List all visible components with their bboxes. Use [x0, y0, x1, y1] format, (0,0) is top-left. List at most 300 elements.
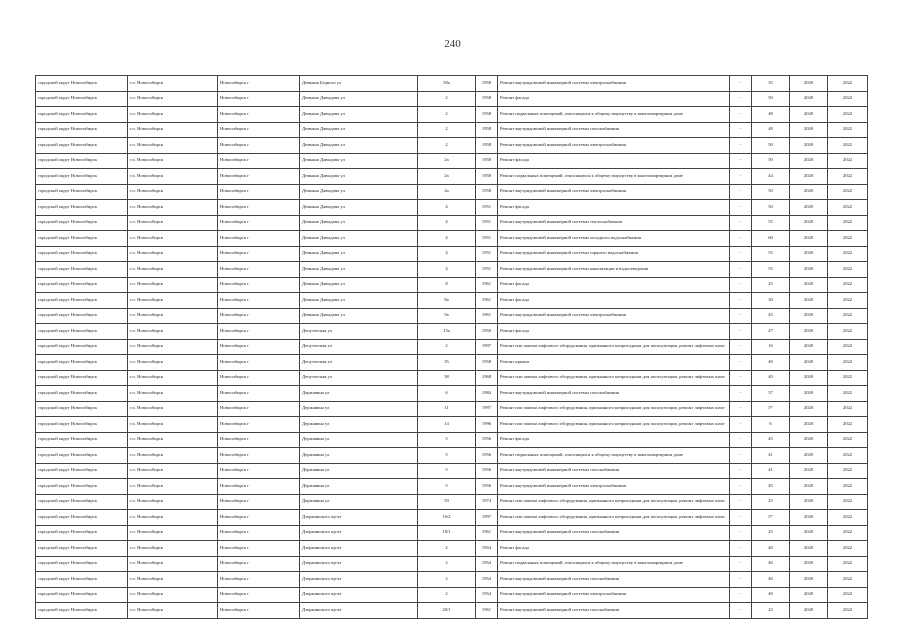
cell-start-year: 2020 [790, 603, 828, 619]
cell-street: Державина ул [300, 432, 418, 448]
cell-street: Демьяна Давыдова ул [300, 107, 418, 123]
cell-start-year: 2020 [790, 386, 828, 402]
cell-work-type: Ремонт внутридомовой инженерной системы газоснабжения [498, 572, 730, 588]
cell-placeholder: - [730, 448, 752, 464]
cell-quantity: 50 [752, 153, 790, 169]
cell-municipality: городской округ Новосибирск [36, 463, 128, 479]
cell-work-type: Ремонт внутридомовой инженерной системы холодного водоснабжения [498, 231, 730, 247]
cell-end-year: 2022 [828, 184, 868, 200]
cell-quantity: 22 [752, 603, 790, 619]
cell-work-type: Ремонт или замена лифтового оборудования, признанного непригодным для эксплуатации, ремонт лифтовых шахт [498, 494, 730, 510]
cell-start-year: 2020 [790, 324, 828, 340]
cell-municipality: городской округ Новосибирск [36, 479, 128, 495]
cell-placeholder: - [730, 556, 752, 572]
cell-work-type: Ремонт фасада [498, 277, 730, 293]
cell-work-type: Ремонт фасада [498, 153, 730, 169]
cell-quantity: 55 [752, 262, 790, 278]
cell-house-number: 2 [418, 107, 476, 123]
cell-house-number: 2 [418, 91, 476, 107]
cell-district: г.о. Новосибирск [128, 231, 218, 247]
cell-house-number: 8а [418, 293, 476, 309]
cell-street: Демьяна Давыдова ул [300, 246, 418, 262]
cell-start-year: 2020 [790, 76, 828, 92]
cell-locality: Новосибирск г [218, 215, 300, 231]
cell-street: Дзержинского пр-кт [300, 541, 418, 557]
cell-locality: Новосибирск г [218, 494, 300, 510]
cell-locality: Новосибирск г [218, 355, 300, 371]
cell-district: г.о. Новосибирск [128, 541, 218, 557]
cell-placeholder: - [730, 262, 752, 278]
cell-end-year: 2022 [828, 448, 868, 464]
cell-locality: Новосибирск г [218, 510, 300, 526]
cell-municipality: городской округ Новосибирск [36, 541, 128, 557]
table-row [36, 184, 868, 200]
capital-repair-table [35, 75, 868, 619]
table-row [36, 494, 868, 510]
cell-end-year: 2022 [828, 215, 868, 231]
cell-municipality: городской округ Новосибирск [36, 556, 128, 572]
cell-start-year: 2020 [790, 463, 828, 479]
cell-start-year: 2020 [790, 122, 828, 138]
cell-municipality: городской округ Новосибирск [36, 603, 128, 619]
cell-district: г.о. Новосибирск [128, 107, 218, 123]
cell-placeholder: - [730, 231, 752, 247]
cell-quantity: 5* [752, 510, 790, 526]
cell-municipality: городской округ Новосибирск [36, 277, 128, 293]
cell-street: Державина ул [300, 463, 418, 479]
cell-year-built: 1951 [476, 231, 498, 247]
table-row [36, 215, 868, 231]
cell-district: г.о. Новосибирск [128, 355, 218, 371]
cell-locality: Новосибирск г [218, 432, 300, 448]
table-row [36, 525, 868, 541]
cell-placeholder: - [730, 401, 752, 417]
cell-house-number: 14 [418, 417, 476, 433]
cell-placeholder: - [730, 525, 752, 541]
cell-locality: Новосибирск г [218, 587, 300, 603]
cell-locality: Новосибирск г [218, 370, 300, 386]
cell-year-built: 1956 [476, 432, 498, 448]
cell-start-year: 2020 [790, 556, 828, 572]
cell-placeholder: - [730, 107, 752, 123]
cell-start-year: 2020 [790, 432, 828, 448]
cell-placeholder: - [730, 246, 752, 262]
cell-work-type: Ремонт или замена лифтового оборудования, признанного непригодным для эксплуатации, ремонт лифтовых шахт [498, 401, 730, 417]
cell-municipality: городской округ Новосибирск [36, 510, 128, 526]
cell-locality: Новосибирск г [218, 324, 300, 340]
cell-placeholder: - [730, 200, 752, 216]
cell-work-type: Ремонт внутридомовой инженерной системы газоснабжения [498, 463, 730, 479]
cell-quantity: 47 [752, 324, 790, 340]
cell-work-type: Ремонт внутридомовой инженерной системы газоснабжения [498, 525, 730, 541]
cell-work-type: Ремонт внутридомовой инженерной системы теплоснабжения [498, 215, 730, 231]
table-row [36, 339, 868, 355]
cell-end-year: 2022 [828, 370, 868, 386]
cell-placeholder: - [730, 293, 752, 309]
cell-work-type: Ремонт фасада [498, 432, 730, 448]
cell-house-number: 2 [418, 572, 476, 588]
cell-house-number: 15а [418, 324, 476, 340]
cell-quantity: 30 [752, 293, 790, 309]
cell-district: г.о. Новосибирск [128, 525, 218, 541]
cell-quantity: 60 [752, 231, 790, 247]
cell-year-built: 1950 [476, 324, 498, 340]
cell-locality: Новосибирск г [218, 153, 300, 169]
cell-end-year: 2022 [828, 138, 868, 154]
cell-house-number: 4 [418, 200, 476, 216]
cell-work-type: Ремонт подвальных помещений, относящихся к общему имуществу в многоквартирном доме [498, 448, 730, 464]
cell-year-built: 1958 [476, 184, 498, 200]
cell-house-number: 2 [418, 541, 476, 557]
cell-start-year: 2020 [790, 246, 828, 262]
table-row [36, 293, 868, 309]
cell-end-year: 2022 [828, 277, 868, 293]
cell-district: г.о. Новосибирск [128, 401, 218, 417]
cell-street: Демьяна Давыдова ул [300, 293, 418, 309]
cell-municipality: городской округ Новосибирск [36, 339, 128, 355]
cell-start-year: 2020 [790, 572, 828, 588]
cell-house-number: 18/1 [418, 525, 476, 541]
cell-house-number: 2 [418, 138, 476, 154]
cell-house-number: 16/2 [418, 510, 476, 526]
cell-placeholder: - [730, 510, 752, 526]
cell-district: г.о. Новосибирск [128, 169, 218, 185]
cell-district: г.о. Новосибирск [128, 122, 218, 138]
cell-street: Демьяна Давыдова ул [300, 277, 418, 293]
cell-locality: Новосибирск г [218, 479, 300, 495]
cell-district: г.о. Новосибирск [128, 293, 218, 309]
cell-street: Демьяна Давыдова ул [300, 122, 418, 138]
cell-end-year: 2022 [828, 417, 868, 433]
table-row [36, 76, 868, 92]
cell-street: Державина ул [300, 479, 418, 495]
cell-placeholder: - [730, 386, 752, 402]
cell-start-year: 2020 [790, 231, 828, 247]
table-row [36, 510, 868, 526]
cell-street: Депутатская ул [300, 355, 418, 371]
cell-street: Дзержинского пр-кт [300, 587, 418, 603]
cell-quantity: 5* [752, 401, 790, 417]
cell-work-type: Ремонт внутридомовой инженерной системы газоснабжения [498, 122, 730, 138]
cell-work-type: Ремонт внутридомовой инженерной системы электроснабжения [498, 184, 730, 200]
table-row [36, 463, 868, 479]
cell-placeholder: - [730, 91, 752, 107]
cell-work-type: Ремонт внутридомовой инженерной системы горячего водоснабжения [498, 246, 730, 262]
cell-house-number: 11 [418, 401, 476, 417]
cell-end-year: 2022 [828, 246, 868, 262]
cell-end-year: 2022 [828, 308, 868, 324]
cell-street: Державина ул [300, 494, 418, 510]
cell-house-number: 6 [418, 386, 476, 402]
cell-quantity: 48 [752, 122, 790, 138]
table-row [36, 432, 868, 448]
page-number: 240 [444, 38, 461, 50]
table-row [36, 122, 868, 138]
cell-start-year: 2020 [790, 510, 828, 526]
cell-work-type: Ремонт фасада [498, 541, 730, 557]
cell-year-built: 1956 [476, 448, 498, 464]
cell-locality: Новосибирск г [218, 401, 300, 417]
cell-placeholder: - [730, 277, 752, 293]
cell-work-type: Ремонт внутридомовой инженерной системы газоснабжения [498, 386, 730, 402]
cell-district: г.о. Новосибирск [128, 494, 218, 510]
cell-locality: Новосибирск г [218, 200, 300, 216]
cell-locality: Новосибирск г [218, 107, 300, 123]
cell-end-year: 2022 [828, 494, 868, 510]
cell-end-year: 2022 [828, 572, 868, 588]
cell-street: Демьяна Бедного ул [300, 76, 418, 92]
cell-street: Демьяна Давыдова ул [300, 308, 418, 324]
cell-quantity: 45 [752, 479, 790, 495]
cell-locality: Новосибирск г [218, 572, 300, 588]
cell-locality: Новосибирск г [218, 122, 300, 138]
cell-district: г.о. Новосибирск [128, 91, 218, 107]
cell-end-year: 2022 [828, 324, 868, 340]
cell-quantity: 37 [752, 386, 790, 402]
cell-year-built: 1958 [476, 91, 498, 107]
cell-year-built: 1958 [476, 76, 498, 92]
cell-locality: Новосибирск г [218, 76, 300, 92]
cell-placeholder: - [730, 541, 752, 557]
cell-locality: Новосибирск г [218, 463, 300, 479]
cell-work-type: Ремонт внутридомовой инженерной системы электроснабжения [498, 479, 730, 495]
cell-year-built: 1984 [476, 386, 498, 402]
cell-street: Депутатская ул [300, 324, 418, 340]
cell-placeholder: - [730, 76, 752, 92]
cell-end-year: 2022 [828, 293, 868, 309]
cell-year-built: 1996 [476, 417, 498, 433]
cell-street: Депутатская ул [300, 339, 418, 355]
cell-street: Дзержинского пр-кт [300, 510, 418, 526]
cell-year-built: 1997 [476, 401, 498, 417]
cell-quantity: 40 [752, 587, 790, 603]
cell-house-number: 38 [418, 370, 476, 386]
cell-start-year: 2020 [790, 448, 828, 464]
cell-work-type: Ремонт внутридомовой инженерной системы электроснабжения [498, 308, 730, 324]
cell-end-year: 2022 [828, 541, 868, 557]
cell-municipality: городской округ Новосибирск [36, 308, 128, 324]
cell-work-type: Ремонт внутридомовой инженерной системы газоснабжения [498, 603, 730, 619]
cell-quantity: 48 [752, 107, 790, 123]
cell-year-built: 1968 [476, 370, 498, 386]
cell-municipality: городской округ Новосибирск [36, 76, 128, 92]
cell-year-built: 1961 [476, 277, 498, 293]
cell-placeholder: - [730, 169, 752, 185]
cell-quantity: 16 [752, 339, 790, 355]
cell-placeholder: - [730, 153, 752, 169]
cell-municipality: городской округ Новосибирск [36, 432, 128, 448]
cell-quantity: 40 [752, 355, 790, 371]
cell-placeholder: - [730, 184, 752, 200]
cell-district: г.о. Новосибирск [128, 603, 218, 619]
cell-district: г.о. Новосибирск [128, 432, 218, 448]
cell-work-type: Ремонт подвальных помещений, относящихся к общему имуществу в многоквартирном доме [498, 556, 730, 572]
cell-start-year: 2020 [790, 138, 828, 154]
table-row [36, 556, 868, 572]
cell-placeholder: - [730, 339, 752, 355]
table-body [36, 76, 868, 619]
cell-end-year: 2022 [828, 91, 868, 107]
cell-locality: Новосибирск г [218, 262, 300, 278]
cell-start-year: 2020 [790, 417, 828, 433]
table-row [36, 448, 868, 464]
cell-street: Демьяна Давыдова ул [300, 169, 418, 185]
cell-work-type: Ремонт внутридомовой инженерной системы электроснабжения [498, 587, 730, 603]
cell-end-year: 2022 [828, 355, 868, 371]
cell-street: Дзержинского пр-кт [300, 525, 418, 541]
cell-year-built: 1958 [476, 153, 498, 169]
cell-district: г.о. Новосибирск [128, 200, 218, 216]
cell-year-built: 1951 [476, 200, 498, 216]
cell-district: г.о. Новосибирск [128, 510, 218, 526]
cell-year-built: 1997 [476, 339, 498, 355]
cell-quantity: 50 [752, 200, 790, 216]
cell-work-type: Ремонт или замена лифтового оборудования, признанного непригодным для эксплуатации, ремонт лифтовых шахт [498, 417, 730, 433]
cell-locality: Новосибирск г [218, 339, 300, 355]
cell-placeholder: - [730, 324, 752, 340]
table-row [36, 401, 868, 417]
cell-house-number: 35 [418, 355, 476, 371]
cell-end-year: 2022 [828, 122, 868, 138]
cell-municipality: городской округ Новосибирск [36, 107, 128, 123]
cell-year-built: 1974 [476, 494, 498, 510]
cell-locality: Новосибирск г [218, 448, 300, 464]
cell-district: г.о. Новосибирск [128, 386, 218, 402]
cell-municipality: городской округ Новосибирск [36, 153, 128, 169]
cell-year-built: 1958 [476, 122, 498, 138]
cell-municipality: городской округ Новосибирск [36, 355, 128, 371]
cell-placeholder: - [730, 122, 752, 138]
cell-placeholder: - [730, 463, 752, 479]
cell-year-built: 1961 [476, 525, 498, 541]
cell-locality: Новосибирск г [218, 417, 300, 433]
cell-end-year: 2022 [828, 169, 868, 185]
cell-street: Демьяна Давыдова ул [300, 231, 418, 247]
cell-work-type: Ремонт внутридомовой инженерной системы электроснабжения [498, 76, 730, 92]
cell-start-year: 2020 [790, 293, 828, 309]
cell-district: г.о. Новосибирск [128, 277, 218, 293]
cell-municipality: городской округ Новосибирск [36, 386, 128, 402]
cell-locality: Новосибирск г [218, 184, 300, 200]
cell-house-number: 2а [418, 169, 476, 185]
cell-street: Державина ул [300, 386, 418, 402]
cell-quantity: 41 [752, 463, 790, 479]
cell-municipality: городской округ Новосибирск [36, 122, 128, 138]
cell-district: г.о. Новосибирск [128, 587, 218, 603]
cell-placeholder: - [730, 417, 752, 433]
table-row [36, 138, 868, 154]
cell-end-year: 2022 [828, 525, 868, 541]
cell-year-built: 1951 [476, 262, 498, 278]
cell-municipality: городской округ Новосибирск [36, 138, 128, 154]
table-row [36, 246, 868, 262]
cell-quantity: 45 [752, 432, 790, 448]
cell-street: Демьяна Давыдова ул [300, 138, 418, 154]
cell-municipality: городской округ Новосибирск [36, 91, 128, 107]
cell-street: Демьяна Давыдова ул [300, 200, 418, 216]
table-row [36, 355, 868, 371]
cell-locality: Новосибирск г [218, 541, 300, 557]
cell-end-year: 2022 [828, 231, 868, 247]
cell-end-year: 2022 [828, 386, 868, 402]
cell-quantity: 55 [752, 215, 790, 231]
cell-year-built: 1958 [476, 355, 498, 371]
cell-quantity: 25 [752, 525, 790, 541]
cell-municipality: городской округ Новосибирск [36, 572, 128, 588]
cell-district: г.о. Новосибирск [128, 215, 218, 231]
cell-street: Демьяна Давыдова ул [300, 184, 418, 200]
cell-year-built: 1954 [476, 587, 498, 603]
cell-placeholder: - [730, 587, 752, 603]
cell-street: Депутатская ул [300, 370, 418, 386]
cell-year-built: 1951 [476, 246, 498, 262]
cell-house-number: 2 [418, 556, 476, 572]
cell-quantity: 35 [752, 76, 790, 92]
cell-end-year: 2022 [828, 262, 868, 278]
cell-municipality: городской округ Новосибирск [36, 448, 128, 464]
cell-end-year: 2022 [828, 200, 868, 216]
cell-district: г.о. Новосибирск [128, 339, 218, 355]
cell-house-number: 9а [418, 308, 476, 324]
cell-work-type: Ремонт крыши [498, 355, 730, 371]
cell-street: Демьяна Давыдова ул [300, 91, 418, 107]
cell-year-built: 1954 [476, 556, 498, 572]
cell-end-year: 2022 [828, 510, 868, 526]
cell-start-year: 2020 [790, 91, 828, 107]
cell-placeholder: - [730, 215, 752, 231]
cell-house-number: 2 [418, 587, 476, 603]
table-row [36, 386, 868, 402]
cell-placeholder: - [730, 572, 752, 588]
cell-year-built: 1954 [476, 572, 498, 588]
cell-work-type: Ремонт подвальных помещений, относящихся к общему имуществу в многоквартирном доме [498, 169, 730, 185]
cell-year-built: 1956 [476, 463, 498, 479]
table-row [36, 91, 868, 107]
table-row [36, 587, 868, 603]
table-row [36, 479, 868, 495]
cell-district: г.о. Новосибирск [128, 556, 218, 572]
cell-start-year: 2020 [790, 587, 828, 603]
cell-start-year: 2020 [790, 262, 828, 278]
cell-end-year: 2022 [828, 153, 868, 169]
cell-work-type: Ремонт внутридомовой инженерной системы канализации и водоотведения [498, 262, 730, 278]
cell-street: Дзержинского пр-кт [300, 556, 418, 572]
cell-end-year: 2022 [828, 479, 868, 495]
cell-municipality: городской округ Новосибирск [36, 262, 128, 278]
cell-quantity: 50 [752, 91, 790, 107]
cell-municipality: городской округ Новосибирск [36, 525, 128, 541]
cell-end-year: 2022 [828, 432, 868, 448]
cell-locality: Новосибирск г [218, 308, 300, 324]
cell-end-year: 2022 [828, 339, 868, 355]
cell-locality: Новосибирск г [218, 556, 300, 572]
cell-start-year: 2020 [790, 169, 828, 185]
cell-district: г.о. Новосибирск [128, 417, 218, 433]
cell-start-year: 2020 [790, 479, 828, 495]
cell-house-number: 5 [418, 463, 476, 479]
cell-district: г.о. Новосибирск [128, 324, 218, 340]
cell-locality: Новосибирск г [218, 293, 300, 309]
table-row [36, 541, 868, 557]
cell-quantity: 44 [752, 169, 790, 185]
cell-work-type: Ремонт фасада [498, 324, 730, 340]
cell-locality: Новосибирск г [218, 277, 300, 293]
cell-start-year: 2020 [790, 215, 828, 231]
cell-start-year: 2020 [790, 107, 828, 123]
cell-municipality: городской округ Новосибирск [36, 587, 128, 603]
cell-start-year: 2020 [790, 200, 828, 216]
cell-municipality: городской округ Новосибирск [36, 370, 128, 386]
